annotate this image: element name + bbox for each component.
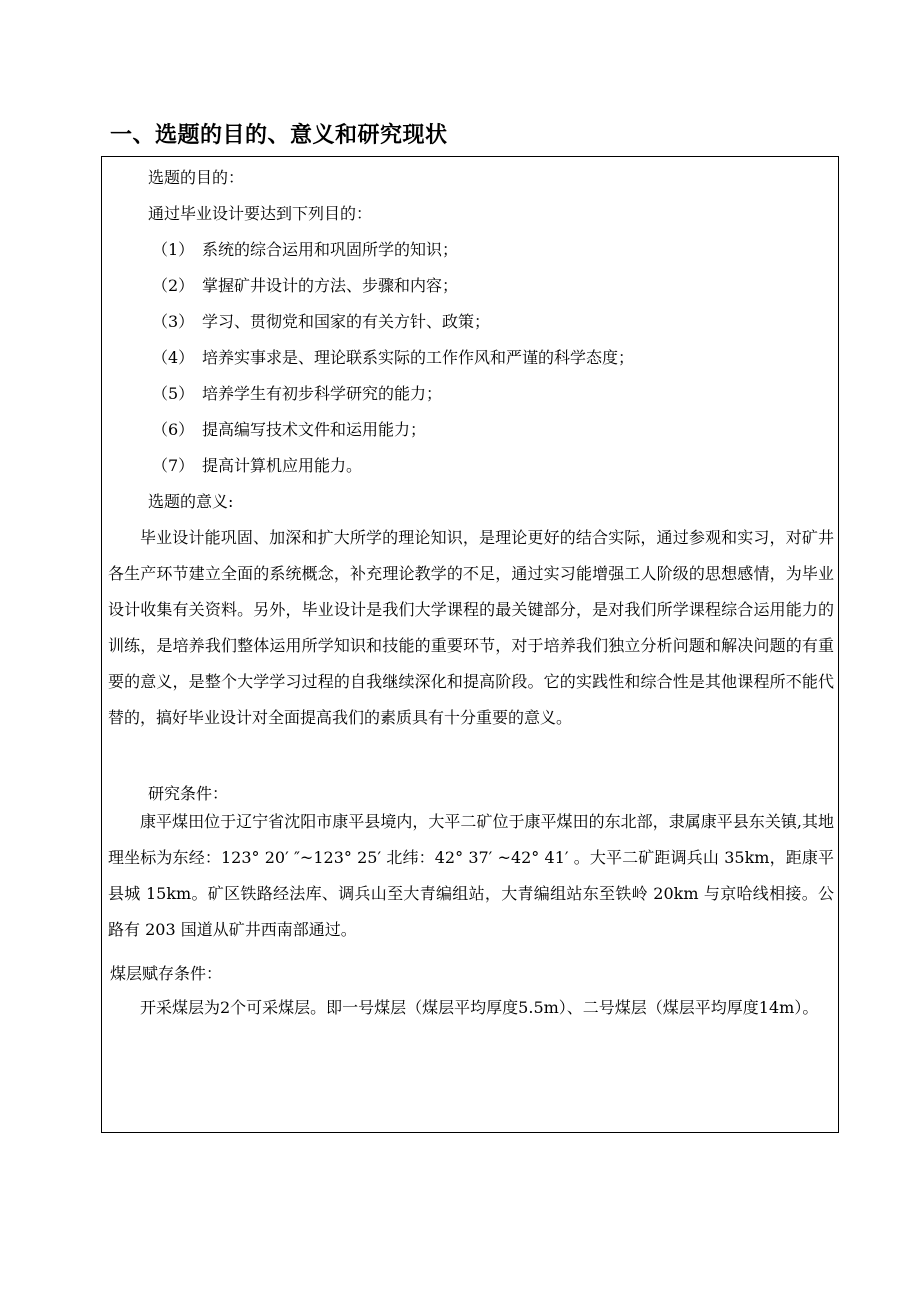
purpose-item [152,348,634,368]
item-text: 培养实事求是、理论联系实际的工作作风和严谨的科学态度； [202,348,635,367]
purpose-intro: 通过毕业设计要达到下列目的： [148,204,373,223]
item-number: （7） [152,456,195,475]
purpose-title: 选题的目的： [148,168,245,187]
purpose-item [152,456,362,476]
seam-paragraph: 开采煤层为2个可采煤层。即一号煤层（煤层平均厚度5.5m）、二号煤层（煤层平均厚度14m）。 [140,998,819,1017]
item-text: 培养学生有初步科学研究的能力； [202,384,443,403]
item-text: 系统的综合运用和巩固所学的知识； [202,240,459,259]
significance-title: 选题的意义: [148,492,234,511]
item-text: 掌握矿井设计的方法、步骤和内容； [202,276,459,295]
conditions-title: 研究条件： [148,784,229,803]
significance-paragraph: 毕业设计能巩固、加深和扩大所学的理论知识，是理论更好的结合实际，通过参观和实习，对矿井各生产环节建立全面的系统概念，补充理论教学的不足，通过实习能增强工人阶级的思想感情，为毕业设计收集有关资料。另外，毕业设计是我们大学课程的最关键部分，是对我们所学课程综合运用能力的训练，是培养我们整体运用所学知识和技能的重要环节，对于培养我们独立分析问题和解决问题的有重要的意义，是整个大学学习过程的自我继续深化和提高阶段。它的实践性和综合性是其他课程所不能代替的，搞好毕业设计对全面提高我们的素质具有十分重要的意义。 [108,528,834,727]
purpose-item [152,420,426,440]
item-text: 提高编写技术文件和运用能力； [202,420,427,439]
conditions-paragraph: 康平煤田位于辽宁省沈阳市康平县境内，大平二矿位于康平煤田的东北部，隶属康平县东关镇,其地理坐标为东经：123° 20′ ″~123° 25′ 北纬：42° 37′ ~42° 41′ 。大平二矿距调兵山 35km，距康平县城 15km。矿区铁路经法库、调兵山至大青编组站，大青编组站东至铁岭 20km 与京哈线相接。公路有 203 国道从矿井西南部通过。 [108,812,834,939]
item-number: （1） [152,240,195,259]
item-number: （4） [152,348,195,367]
purpose-item [152,384,442,404]
item-text: 提高计算机应用能力。 [202,456,363,475]
purpose-item [152,312,490,332]
item-number: （2） [152,276,195,295]
item-number: （5） [152,384,195,403]
item-text: 学习、贯彻党和国家的有关方针、政策； [202,312,491,331]
item-number: （3） [152,312,195,331]
seam-title: 煤层赋存条件： [110,964,223,983]
purpose-item [152,276,458,296]
purpose-item [152,240,458,260]
section-heading: 一、选题的目的、意义和研究现状 [110,123,448,148]
item-number: （6） [152,420,195,439]
